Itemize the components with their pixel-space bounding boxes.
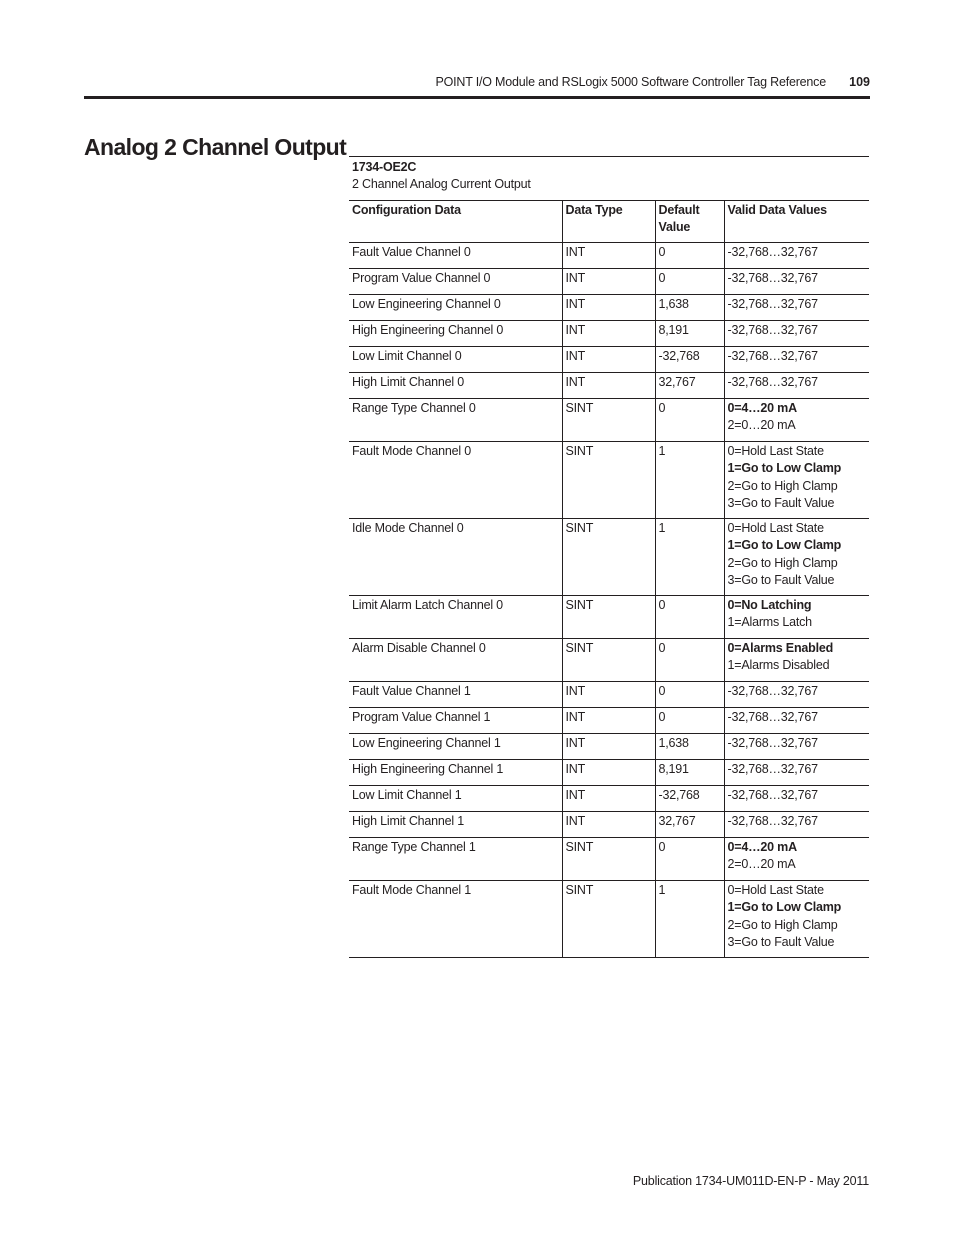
cell-data-type: INT [562,295,655,321]
valid-value-line: 0=Hold Last State [727,883,824,897]
cell-configuration-data: High Engineering Channel 1 [349,760,562,786]
cell-configuration-data: Alarm Disable Channel 0 [349,639,562,682]
col-header-data-type: Data Type [562,201,655,243]
table-row [349,295,869,321]
valid-value-line: -32,768…32,767 [727,297,818,311]
valid-value-line: -32,768…32,767 [727,762,818,776]
cell-data-type: INT [562,734,655,760]
cell-default-value: 0 [655,399,724,442]
cell-data-type: SINT [562,639,655,682]
cell-data-type: INT [562,347,655,373]
table-row [349,760,869,786]
cell-default-value: -32,768 [655,347,724,373]
cell-default-value: 1 [655,442,724,519]
cell-default-value: 0 [655,243,724,269]
valid-value-line: 0=Alarms Enabled [727,641,834,655]
cell-default-value: 0 [655,639,724,682]
table-row [349,682,869,708]
table-row [349,838,869,881]
valid-value-line: -32,768…32,767 [727,710,818,724]
valid-value-line: 1=Alarms Disabled [727,658,830,673]
cell-configuration-data: Low Engineering Channel 1 [349,734,562,760]
table-header-row [349,201,869,243]
cell-data-type: SINT [562,442,655,519]
page-number: 109 [849,75,870,89]
valid-value-line: -32,768…32,767 [727,245,818,259]
valid-value-line: -32,768…32,767 [727,814,818,828]
cell-valid-data-values [724,708,869,734]
cell-valid-data-values [724,682,869,708]
table-row [349,708,869,734]
cell-valid-data-values [724,596,869,639]
table-row [349,321,869,347]
cell-data-type: SINT [562,399,655,442]
cell-data-type: SINT [562,596,655,639]
cell-valid-data-values [724,269,869,295]
header-rule [84,96,870,99]
cell-valid-data-values [724,760,869,786]
cell-valid-data-values [724,295,869,321]
cell-configuration-data: Program Value Channel 0 [349,269,562,295]
valid-value-line: 2=0…20 mA [727,857,796,872]
cell-default-value: 0 [655,269,724,295]
cell-data-type: INT [562,812,655,838]
valid-value-line: -32,768…32,767 [727,323,818,337]
running-header-title: POINT I/O Module and RSLogix 5000 Software Controller Tag Reference [435,75,826,89]
cell-configuration-data: High Engineering Channel 0 [349,321,562,347]
col-header-configuration-data: Configuration Data [349,201,562,243]
table-row [349,734,869,760]
cell-configuration-data: Program Value Channel 1 [349,708,562,734]
cell-data-type: INT [562,373,655,399]
valid-value-line: -32,768…32,767 [727,375,818,389]
cell-data-type: SINT [562,519,655,596]
cell-configuration-data: Low Limit Channel 0 [349,347,562,373]
configuration-table [349,200,869,958]
cell-data-type: INT [562,243,655,269]
valid-value-line: 1=Go to Low Clamp [727,538,842,553]
cell-data-type: INT [562,321,655,347]
cell-default-value: 8,191 [655,760,724,786]
cell-default-value: 0 [655,838,724,881]
cell-default-value: 8,191 [655,321,724,347]
valid-value-line: 2=0…20 mA [727,418,796,433]
cell-valid-data-values [724,243,869,269]
cell-valid-data-values [724,373,869,399]
cell-configuration-data: High Limit Channel 0 [349,373,562,399]
cell-configuration-data: Range Type Channel 1 [349,838,562,881]
section-title: Analog 2 Channel Output [84,134,347,160]
table-row [349,596,869,639]
table-row [349,269,869,295]
valid-value-line: -32,768…32,767 [727,349,818,363]
cell-configuration-data: Low Limit Channel 1 [349,786,562,812]
valid-value-line: 0=Hold Last State [727,521,824,535]
cell-data-type: INT [562,269,655,295]
table-row [349,373,869,399]
valid-value-line: -32,768…32,767 [727,271,818,285]
cell-valid-data-values [724,639,869,682]
table-row [349,786,869,812]
cell-default-value: -32,768 [655,786,724,812]
col-header-valid-data-values: Valid Data Values [724,201,869,243]
cell-configuration-data: Fault Mode Channel 0 [349,442,562,519]
valid-value-line: 0=Hold Last State [727,444,824,458]
table-row [349,519,869,596]
cell-valid-data-values [724,321,869,347]
cell-default-value: 1,638 [655,295,724,321]
cell-valid-data-values [724,519,869,596]
cell-data-type: SINT [562,838,655,881]
cell-valid-data-values [724,838,869,881]
cell-default-value: 1 [655,519,724,596]
cell-default-value: 0 [655,682,724,708]
config-table-block [349,156,869,958]
cell-default-value: 32,767 [655,812,724,838]
cell-data-type: INT [562,786,655,812]
cell-valid-data-values [724,786,869,812]
table-body [349,243,869,958]
cell-valid-data-values [724,442,869,519]
valid-value-line: 2=Go to High Clamp [727,917,838,932]
valid-value-line: 3=Go to Fault Value [727,495,835,510]
valid-value-line: 1=Go to Low Clamp [727,461,842,476]
valid-value-line: 3=Go to Fault Value [727,934,835,949]
valid-value-line: 0=No Latching [727,598,812,612]
table-row [349,812,869,838]
valid-value-line: 1=Alarms Latch [727,615,812,630]
cell-valid-data-values [724,812,869,838]
cell-default-value: 32,767 [655,373,724,399]
valid-value-line: -32,768…32,767 [727,788,818,802]
cell-default-value: 0 [655,596,724,639]
cell-configuration-data: Fault Value Channel 1 [349,682,562,708]
module-description: 2 Channel Analog Current Output [352,177,531,191]
cell-data-type: INT [562,760,655,786]
table-row [349,442,869,519]
valid-value-line: 1=Go to Low Clamp [727,900,842,915]
cell-data-type: INT [562,682,655,708]
cell-default-value: 1,638 [655,734,724,760]
cell-configuration-data: Idle Mode Channel 0 [349,519,562,596]
cell-configuration-data: Limit Alarm Latch Channel 0 [349,596,562,639]
table-row [349,347,869,373]
cell-configuration-data: Low Engineering Channel 0 [349,295,562,321]
cell-configuration-data: Fault Mode Channel 1 [349,881,562,958]
valid-value-line: -32,768…32,767 [727,736,818,750]
valid-value-line: 0=4…20 mA [727,401,797,415]
cell-data-type: INT [562,708,655,734]
valid-value-line: 2=Go to High Clamp [727,478,838,493]
valid-value-line: 3=Go to Fault Value [727,572,835,587]
module-id: 1734-OE2C [352,160,417,174]
valid-value-line: 0=4…20 mA [727,840,797,854]
cell-default-value: 1 [655,881,724,958]
cell-configuration-data: Range Type Channel 0 [349,399,562,442]
table-row [349,399,869,442]
publication-footer: Publication 1734-UM011D-EN-P - May 2011 [632,1174,869,1188]
cell-valid-data-values [724,881,869,958]
cell-configuration-data: Fault Value Channel 0 [349,243,562,269]
table-row [349,639,869,682]
cell-valid-data-values [724,347,869,373]
cell-data-type: SINT [562,881,655,958]
table-row [349,881,869,958]
cell-valid-data-values [724,399,869,442]
col-header-default-value: Default Value [655,201,724,243]
table-row [349,243,869,269]
cell-configuration-data: High Limit Channel 1 [349,812,562,838]
valid-value-line: -32,768…32,767 [727,684,818,698]
cell-valid-data-values [724,734,869,760]
cell-default-value: 0 [655,708,724,734]
valid-value-line: 2=Go to High Clamp [727,555,838,570]
